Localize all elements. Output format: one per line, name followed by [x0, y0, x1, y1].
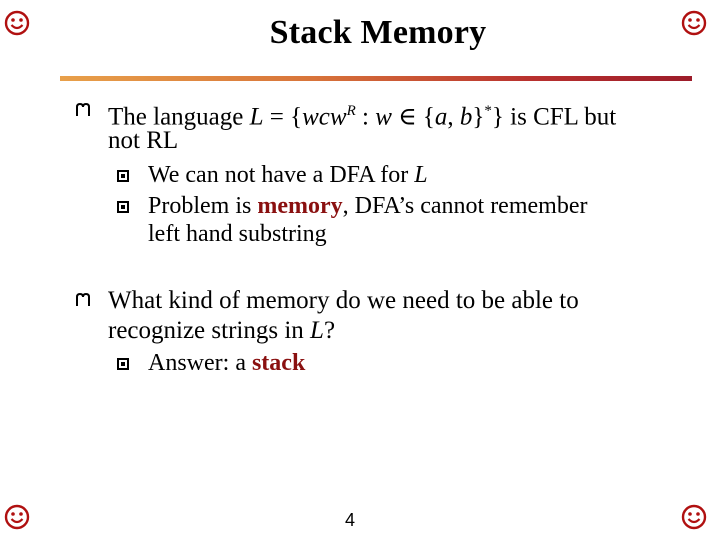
bullet-2-line-2: recognize strings in L? [108, 317, 336, 344]
bullet-1-sub-1: We can not have a DFA for L [148, 162, 428, 188]
bullet-2-line-1: What kind of memory do we need to be able to [108, 287, 579, 314]
page-number: 4 [344, 510, 355, 530]
smiley-icon [4, 504, 30, 530]
bullet-1-sub-2-line-2: left hand substring [148, 221, 327, 247]
sub-bullet-icon [117, 358, 129, 370]
smiley-icon [681, 504, 707, 530]
title-underline [60, 76, 692, 81]
bullet-2-sub-1: Answer: a stack [148, 350, 306, 376]
bullet-icon [75, 102, 91, 118]
bullet-1-sub-2: Problem is memory, DFA’s cannot remember [148, 193, 588, 219]
bullet-1-line-2: not RL [108, 127, 179, 154]
bullet-1-line-1: The language L = {wcw$^R$ : w ∈ {a, b}*} is CFL but [108, 103, 617, 131]
slide-title: Stack Memory [269, 14, 487, 51]
bullet-icon [75, 292, 91, 308]
sub-bullet-icon [117, 170, 129, 182]
sub-bullet-icon [117, 201, 129, 213]
